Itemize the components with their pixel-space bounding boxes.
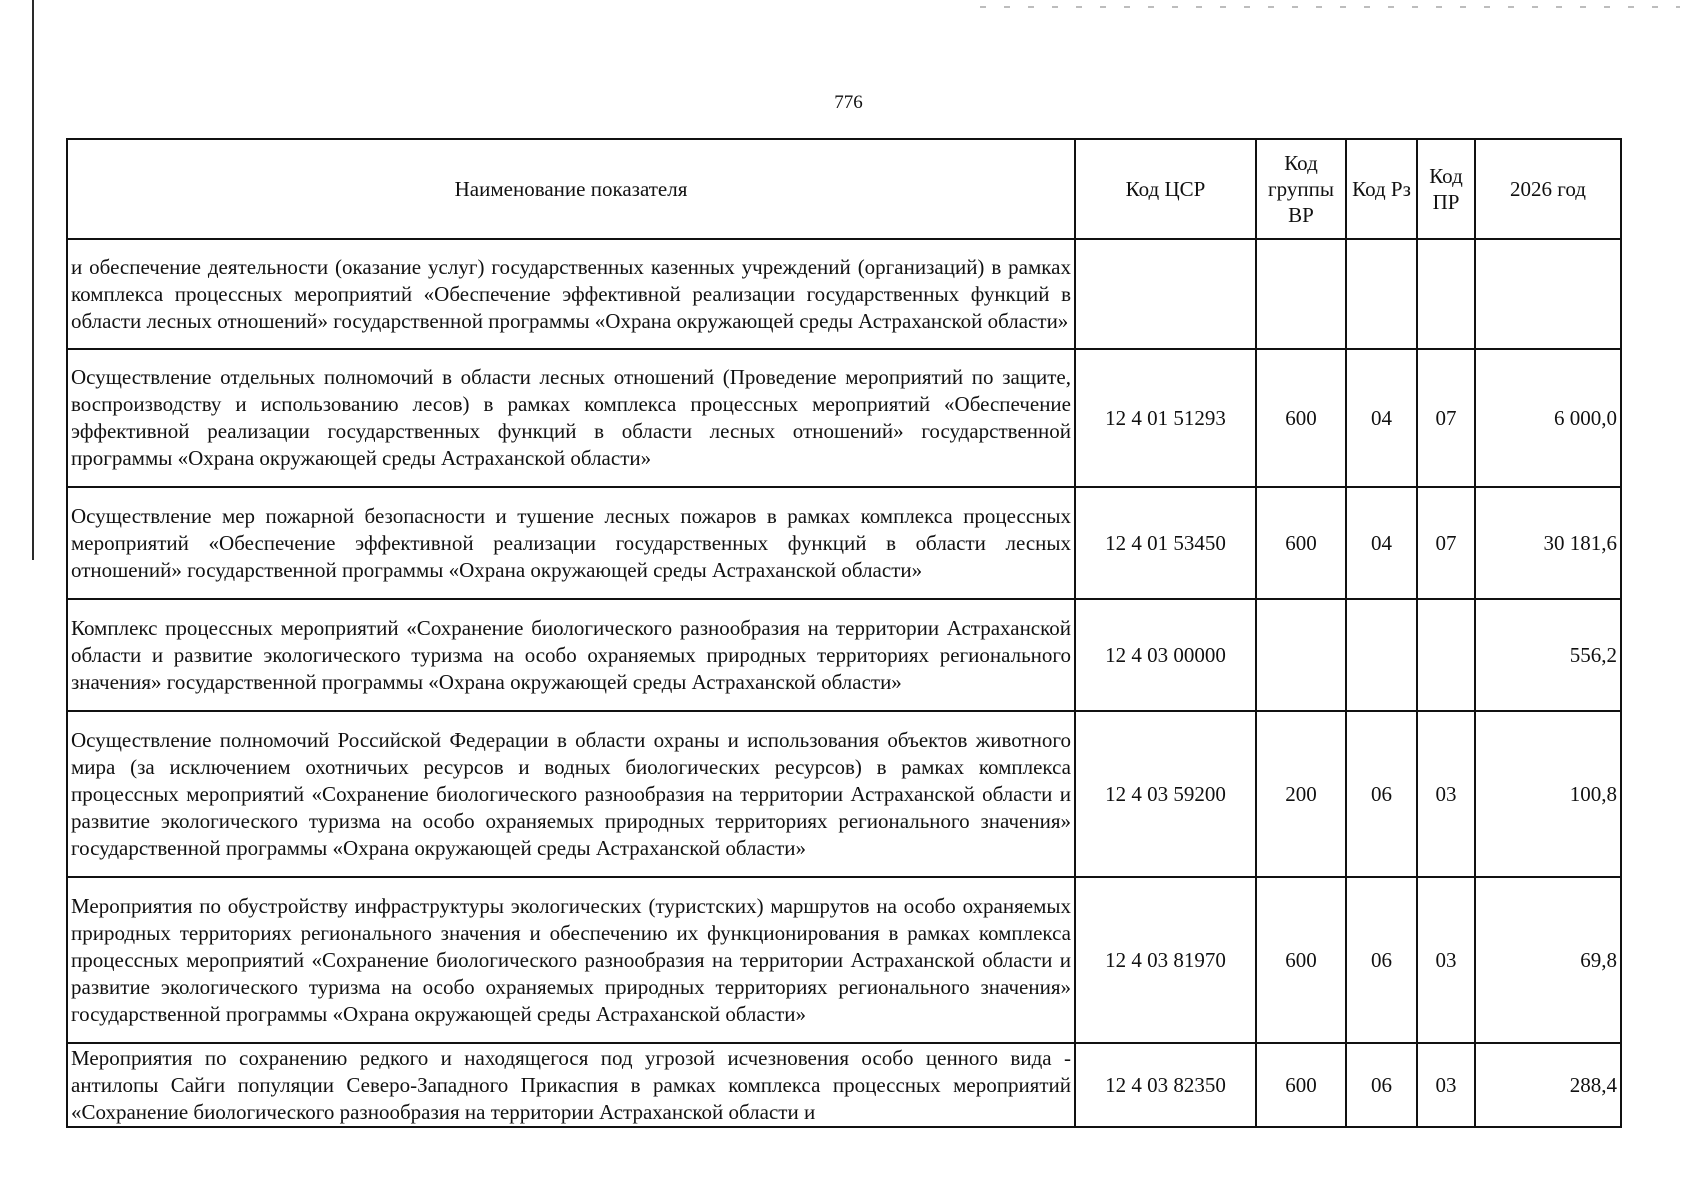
header-pr: Код ПР: [1417, 139, 1475, 239]
row-name: Мероприятия по сохранению редкого и находящегося под угрозой исчезновения особо ценного вида - антилопы Сайги популяции Северо-Западного Прикаспия в рамках комплекса процессных мероприятий «Сохранение биологического разнообразия на территории Астраханской области и: [67, 1043, 1075, 1127]
budget-table: [66, 138, 1622, 1128]
row-rz: 04: [1346, 349, 1417, 487]
row-vr: 200: [1256, 711, 1346, 877]
row-amount: [1475, 239, 1621, 349]
row-name: Осуществление мер пожарной безопасности и тушение лесных пожаров в рамках комплекса процессных мероприятий «Обеспечение эффективной реализации государственных функций в области лесных отношений» государственной программы «Охрана окружающей среды Астраханской области»: [67, 487, 1075, 599]
row-csr: [1075, 239, 1256, 349]
row-amount: 6 000,0: [1475, 349, 1621, 487]
row-rz: [1346, 239, 1417, 349]
table-row: [67, 349, 1621, 487]
row-csr: 12 4 03 82350: [1075, 1043, 1256, 1127]
row-csr: 12 4 03 59200: [1075, 711, 1256, 877]
scan-edge-line: [32, 0, 34, 560]
table-row: [67, 239, 1621, 349]
table-header-row: [67, 139, 1621, 239]
row-name: Осуществление полномочий Российской Федерации в области охраны и использования объектов животного мира (за исключением охотничьих ресурсов и водных биологических ресурсов) в рамках комплекса процессных мероприятий «Сохранение биологического разнообразия на территории Астраханской области и развитие экологического туризма на особо охраняемых природных территориях регионального значения» государственной программы «Охрана окружающей среды Астраханской области»: [67, 711, 1075, 877]
row-rz: [1346, 599, 1417, 711]
row-csr: 12 4 03 00000: [1075, 599, 1256, 711]
header-rz: Код Рз: [1346, 139, 1417, 239]
header-csr: Код ЦСР: [1075, 139, 1256, 239]
row-rz: 06: [1346, 1043, 1417, 1127]
row-pr: 03: [1417, 1043, 1475, 1127]
row-name: Осуществление отдельных полномочий в области лесных отношений (Проведение мероприятий по защите, воспроизводству и использованию лесов) в рамках комплекса процессных мероприятий «Обеспечение эффективной реализации государственных функций в области лесных отношений» государственной программы «Охрана окружающей среды Астраханской области»: [67, 349, 1075, 487]
row-vr: 600: [1256, 1043, 1346, 1127]
row-pr: 07: [1417, 349, 1475, 487]
row-name: Мероприятия по обустройству инфраструктуры экологических (туристских) маршрутов на особо охраняемых природных территориях регионального значения и обеспечению их функционирования в рамках комплекса процессных мероприятий «Сохранение биологического разнообразия на территории Астраханской области и развитие экологического туризма на особо охраняемых природных территориях регионального значения» государственной программы «Охрана окружающей среды Астраханской области»: [67, 877, 1075, 1043]
row-vr: [1256, 599, 1346, 711]
header-year: 2026 год: [1475, 139, 1621, 239]
row-vr: 600: [1256, 487, 1346, 599]
row-pr: 03: [1417, 711, 1475, 877]
row-amount: 30 181,6: [1475, 487, 1621, 599]
header-vr: Код группы ВР: [1256, 139, 1346, 239]
row-rz: 06: [1346, 877, 1417, 1043]
table-row: [67, 877, 1621, 1043]
page-number: 776: [834, 92, 863, 113]
row-rz: 06: [1346, 711, 1417, 877]
row-name: и обеспечение деятельности (оказание услуг) государственных казенных учреждений (организаций) в рамках комплекса процессных мероприятий «Обеспечение эффективной реализации государственных функций в области лесных отношений» государственной программы «Охрана окружающей среды Астраханской области»: [67, 239, 1075, 349]
row-pr: [1417, 239, 1475, 349]
row-pr: 07: [1417, 487, 1475, 599]
row-vr: 600: [1256, 877, 1346, 1043]
row-pr: 03: [1417, 877, 1475, 1043]
table-row: [67, 599, 1621, 711]
row-amount: 556,2: [1475, 599, 1621, 711]
scan-noise: [980, 6, 1680, 8]
row-csr: 12 4 01 53450: [1075, 487, 1256, 599]
row-pr: [1417, 599, 1475, 711]
row-name: Комплекс процессных мероприятий «Сохранение биологического разнообразия на территории Астраханской области и развитие экологического туризма на особо охраняемых природных территориях регионального значения» государственной программы «Охрана окружающей среды Астраханской области»: [67, 599, 1075, 711]
table-row: [67, 1043, 1621, 1127]
table-row: [67, 487, 1621, 599]
table-row: [67, 711, 1621, 877]
row-amount: 288,4: [1475, 1043, 1621, 1127]
row-csr: 12 4 01 51293: [1075, 349, 1256, 487]
row-amount: 100,8: [1475, 711, 1621, 877]
row-csr: 12 4 03 81970: [1075, 877, 1256, 1043]
row-vr: [1256, 239, 1346, 349]
row-amount: 69,8: [1475, 877, 1621, 1043]
row-rz: 04: [1346, 487, 1417, 599]
header-name: Наименование показателя: [67, 139, 1075, 239]
row-vr: 600: [1256, 349, 1346, 487]
